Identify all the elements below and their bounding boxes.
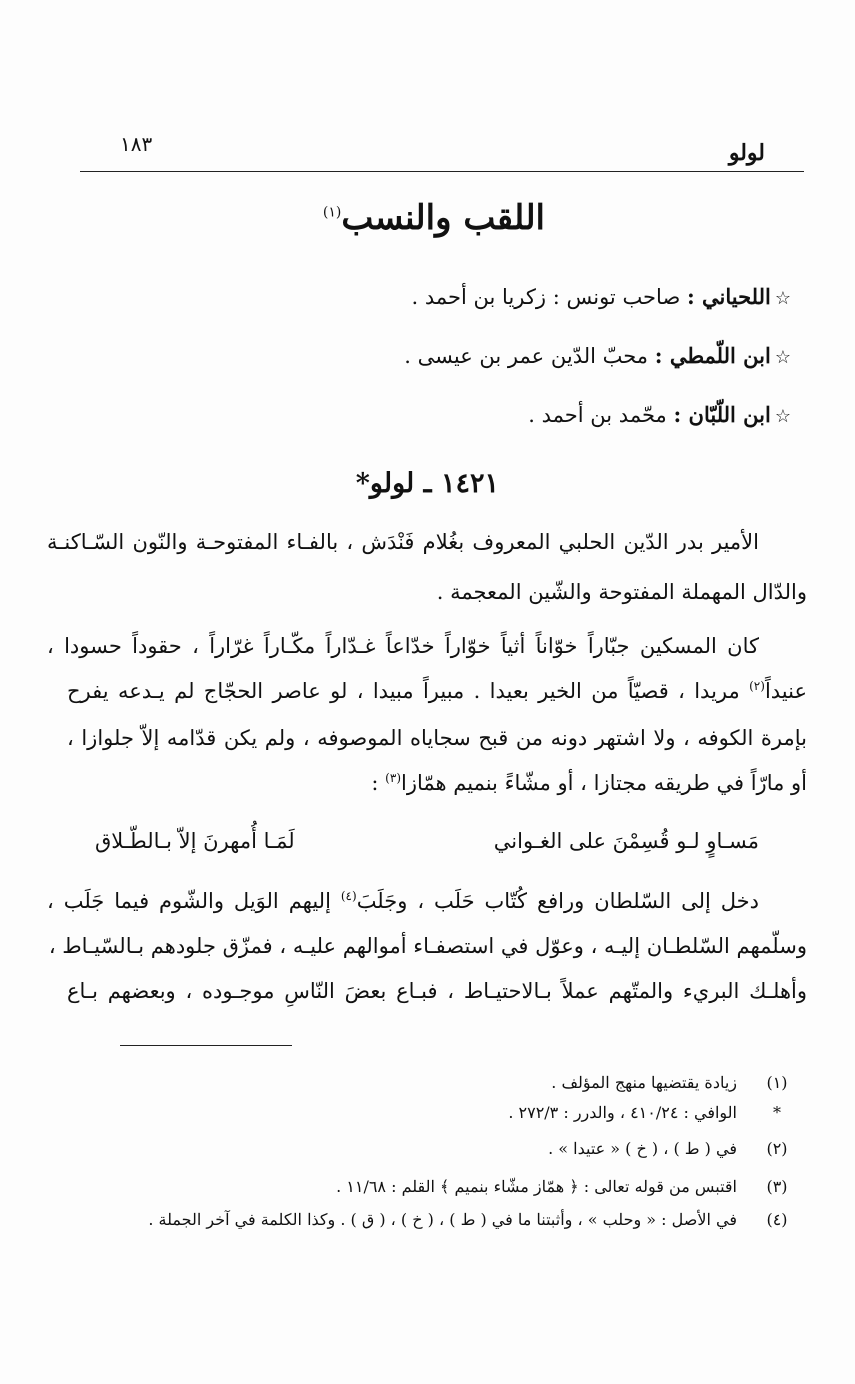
paragraph-line bbox=[67, 771, 807, 795]
entry-item bbox=[528, 402, 791, 427]
footnote-text: في ( ط ) ، ( خ ) « عتيدا » . bbox=[548, 1139, 737, 1158]
footnote-text: الوافي : ٤١٠/٢٤ ، والدرر : ٢٧٢/٣ . bbox=[508, 1103, 737, 1122]
footnote-number: (٢) bbox=[766, 1139, 788, 1158]
header-divider bbox=[80, 171, 804, 172]
entry-text: صاحب تونس : زكريا بن أحمد . bbox=[411, 285, 681, 309]
star-icon: ☆ bbox=[774, 288, 791, 309]
paragraph-text: إليهم الوَيل والشّوم فيما جَلَب ، bbox=[47, 889, 341, 913]
footnote-item bbox=[336, 1177, 795, 1196]
verse-second-hemistich: لَمَـا أُمهرنَ إلاّ بـالطّـلاق bbox=[95, 829, 295, 853]
section-title bbox=[323, 198, 545, 238]
footnote-number: * bbox=[773, 1103, 781, 1122]
footnote-item bbox=[508, 1103, 795, 1122]
paragraph-line: وسلّمهم السّلطـان إليـه ، وعوّل في استصفـاء أموالهم عليـه ، فمزّق جلودهم بـالسّيـاط ، bbox=[48, 934, 807, 958]
running-title: لولو bbox=[728, 140, 765, 166]
footnote-number: (١) bbox=[766, 1073, 788, 1092]
footnote-item bbox=[551, 1073, 795, 1092]
verse-first-hemistich: مَسـاوٍ لـو قُسِمْنَ على الغـواني bbox=[493, 829, 759, 853]
paragraph-text: عنيداً bbox=[764, 679, 807, 703]
entry-name: اللحياني : bbox=[686, 284, 771, 309]
paragraph-text: أو مارّاً في طريقه مجتازا ، أو مشّاءً بنميم همّازا bbox=[401, 771, 807, 795]
star-icon: ☆ bbox=[774, 347, 791, 368]
footnote-text: اقتبس من قوله تعالى : ﴿ همّاز مشّاء بنميم ﴾ القلم : ١١/٦٨ . bbox=[336, 1177, 737, 1196]
footnote-marker: (٢) bbox=[749, 679, 765, 693]
footnote-marker: (٤) bbox=[340, 889, 357, 903]
entry-item bbox=[412, 284, 791, 309]
footnote-marker: (٣) bbox=[385, 771, 401, 785]
footnote-divider bbox=[120, 1045, 292, 1046]
article-heading: ١٤٢١ ـ لولو* bbox=[355, 468, 499, 499]
section-title-text: اللقب والنسب bbox=[341, 198, 545, 238]
entry-text: محبّ الدّين عمر بن عيسى . bbox=[404, 344, 649, 368]
paragraph-line: والدّال المهملة المفتوحة والشّين المعجمة . bbox=[436, 580, 807, 604]
paragraph-text: دخل إلى السّلطان ورافع كُتّاب حَلَب ، وجَلَبَ bbox=[356, 889, 760, 913]
footnote-number: (٤) bbox=[766, 1210, 788, 1229]
entry-text: محّمد بن أحمد . bbox=[528, 403, 667, 427]
footnote-item bbox=[548, 1139, 795, 1158]
footnote-text: زيادة يقتضيها منهج المؤلف . bbox=[551, 1073, 737, 1092]
paragraph-line: بإمرة الكوفه ، ولا اشتهر دونه من قبح سجاياه الموصوفه ، ولم يكن قدّامه إلاّ جلوازا ، bbox=[67, 726, 807, 750]
footnote-item bbox=[148, 1210, 795, 1229]
paragraph-line bbox=[67, 679, 807, 703]
paragraph-text: : bbox=[371, 771, 386, 795]
paragraph-line: وأهلـك البريء والمتّهم عملاً بـالاحتيـاط ، فبـاع بعضَ النّاسِ موجـوده ، وبعضهم بـاع bbox=[67, 979, 807, 1003]
paragraph-text: مريدا ، قصيّاً من الخير بعيدا . مبيراً مبيدا ، لو عاصر الحجّاج لم يـدعه يفرح bbox=[67, 679, 750, 703]
footnote-number: (٣) bbox=[766, 1177, 788, 1196]
paragraph-line: كان المسكين جبّاراً خوّاناً أثياً خوّاراً خدّاعاً غـدّاراً مكّـاراً غرّاراً ، حقوداً حسودا ، bbox=[47, 634, 759, 658]
star-icon: ☆ bbox=[774, 406, 791, 427]
paragraph-line: الأمير بدر الدّين الحلبي المعروف بغُلام فَنْدَش ، بالفـاء المفتوحـة والنّون السّـاكنـة bbox=[47, 530, 759, 554]
section-title-footnote-marker: (١) bbox=[322, 204, 342, 221]
paragraph-line bbox=[47, 889, 759, 913]
entry-name: ابن اللّبّان : bbox=[673, 402, 771, 427]
footnote-text: في الأصل : « وحلب » ، وأثبتنا ما في ( ط ) ، ( خ ) ، ( ق ) . وكذا الكلمة في آخر الجملة . bbox=[148, 1210, 737, 1229]
entry-item bbox=[404, 343, 791, 368]
entry-name: ابن اللّمطي : bbox=[654, 343, 771, 368]
page-number: ١٨٣ bbox=[120, 132, 153, 156]
